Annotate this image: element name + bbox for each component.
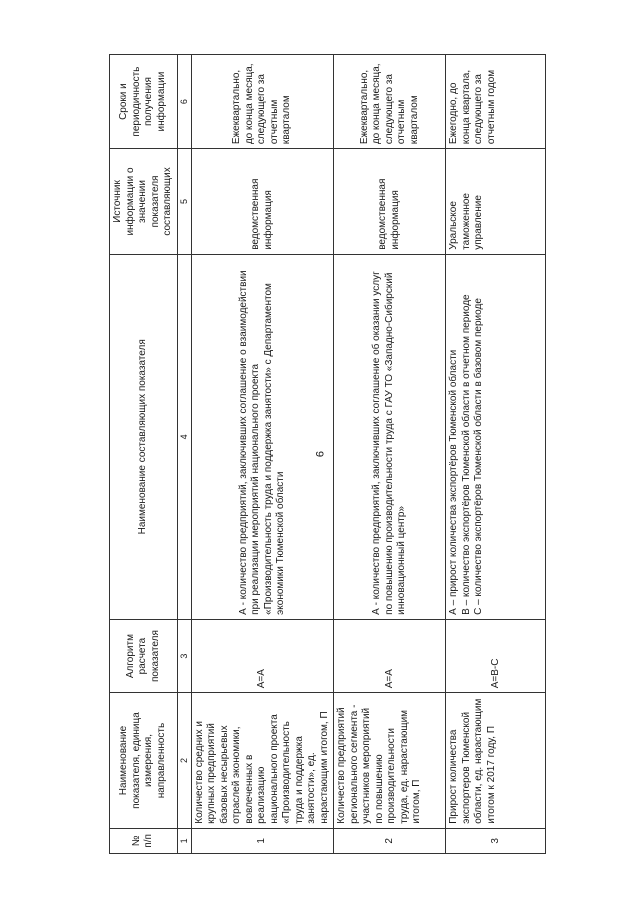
page-number: 9 — [313, 450, 326, 458]
column-number: 2 — [177, 693, 191, 828]
header-timing: Сроки и периодичность получения информации — [110, 55, 178, 149]
algorithm-cell: А=В-С — [446, 619, 546, 692]
source-cell: Уральское таможенное управление — [446, 149, 546, 255]
header-algorithm: Алгоритм расчета показателя — [110, 619, 178, 692]
header-components: Наименование составляющих показателя — [110, 254, 178, 619]
algorithm-cell: А=А — [334, 619, 446, 692]
row-number: 3 — [446, 828, 546, 853]
column-number: 5 — [177, 149, 191, 255]
row-number: 1 — [191, 828, 334, 853]
row-number: 2 — [334, 828, 446, 853]
column-number-row — [177, 55, 191, 854]
rotated-table-wrapper — [109, 54, 527, 854]
timing-cell: Ежегодно, до конца квартала, следующего за отчетным годом — [446, 55, 546, 149]
source-cell: ведомственная информация — [191, 149, 334, 255]
header-number: № п/п — [110, 828, 178, 853]
indicator-cell: Прирост количества экспортеров Тюменской области, ед. нарастающим итогом к 2017 году, П — [446, 693, 546, 828]
table-row — [191, 55, 334, 854]
components-cell: А – прирост количества экспортёров Тюменской области В – количество экспортёров Тюменской области в отчетном периоде С – количество экспортёров Тюменской области в базовом периоде — [446, 254, 546, 619]
components-cell: А - количество предприятий, заключивших соглашение о взаимодействии при реализации мероприятий национального проекта «Производительность труда и поддержка занятости» с Департаментом экономики Тюменской области — [191, 254, 334, 619]
timing-cell: Ежеквартально, до конца месяца, следующего за отчетным кварталом — [334, 55, 446, 149]
header-indicator: Наименование показателя, единица измерения, направленность — [110, 693, 178, 828]
table-row — [334, 55, 446, 854]
column-number: 3 — [177, 619, 191, 692]
header-row — [110, 55, 178, 854]
indicator-cell: Количество средних и крупных предприятий базовых несырьевых отраслей экономики, вовлеченных в реализацию национального проекта «Производительность труда и поддержка занятости», ед. нарастающим итогом, П — [191, 693, 334, 828]
indicators-table — [109, 54, 546, 854]
header-source: Источник информации о значении показателя составляющих — [110, 149, 178, 255]
column-number: 4 — [177, 254, 191, 619]
table-row — [446, 55, 546, 854]
indicator-cell: Количество предприятий регионального сегмента - участников мероприятий по повышению производительности труда, ед. нарастающим итогом, П — [334, 693, 446, 828]
algorithm-cell: А=А — [191, 619, 334, 692]
components-cell: А - количество предприятий, заключивших соглашение об оказании услуг по повышению производительности труда с ГАУ ТО «Западно-Сибирский инновационный центр» — [334, 254, 446, 619]
table-sheet — [109, 54, 527, 854]
column-number: 6 — [177, 55, 191, 149]
source-cell: ведомственная информация — [334, 149, 446, 255]
column-number: 1 — [177, 828, 191, 853]
timing-cell: Ежеквартально, до конца месяца, следующего за отчетным кварталом — [191, 55, 334, 149]
